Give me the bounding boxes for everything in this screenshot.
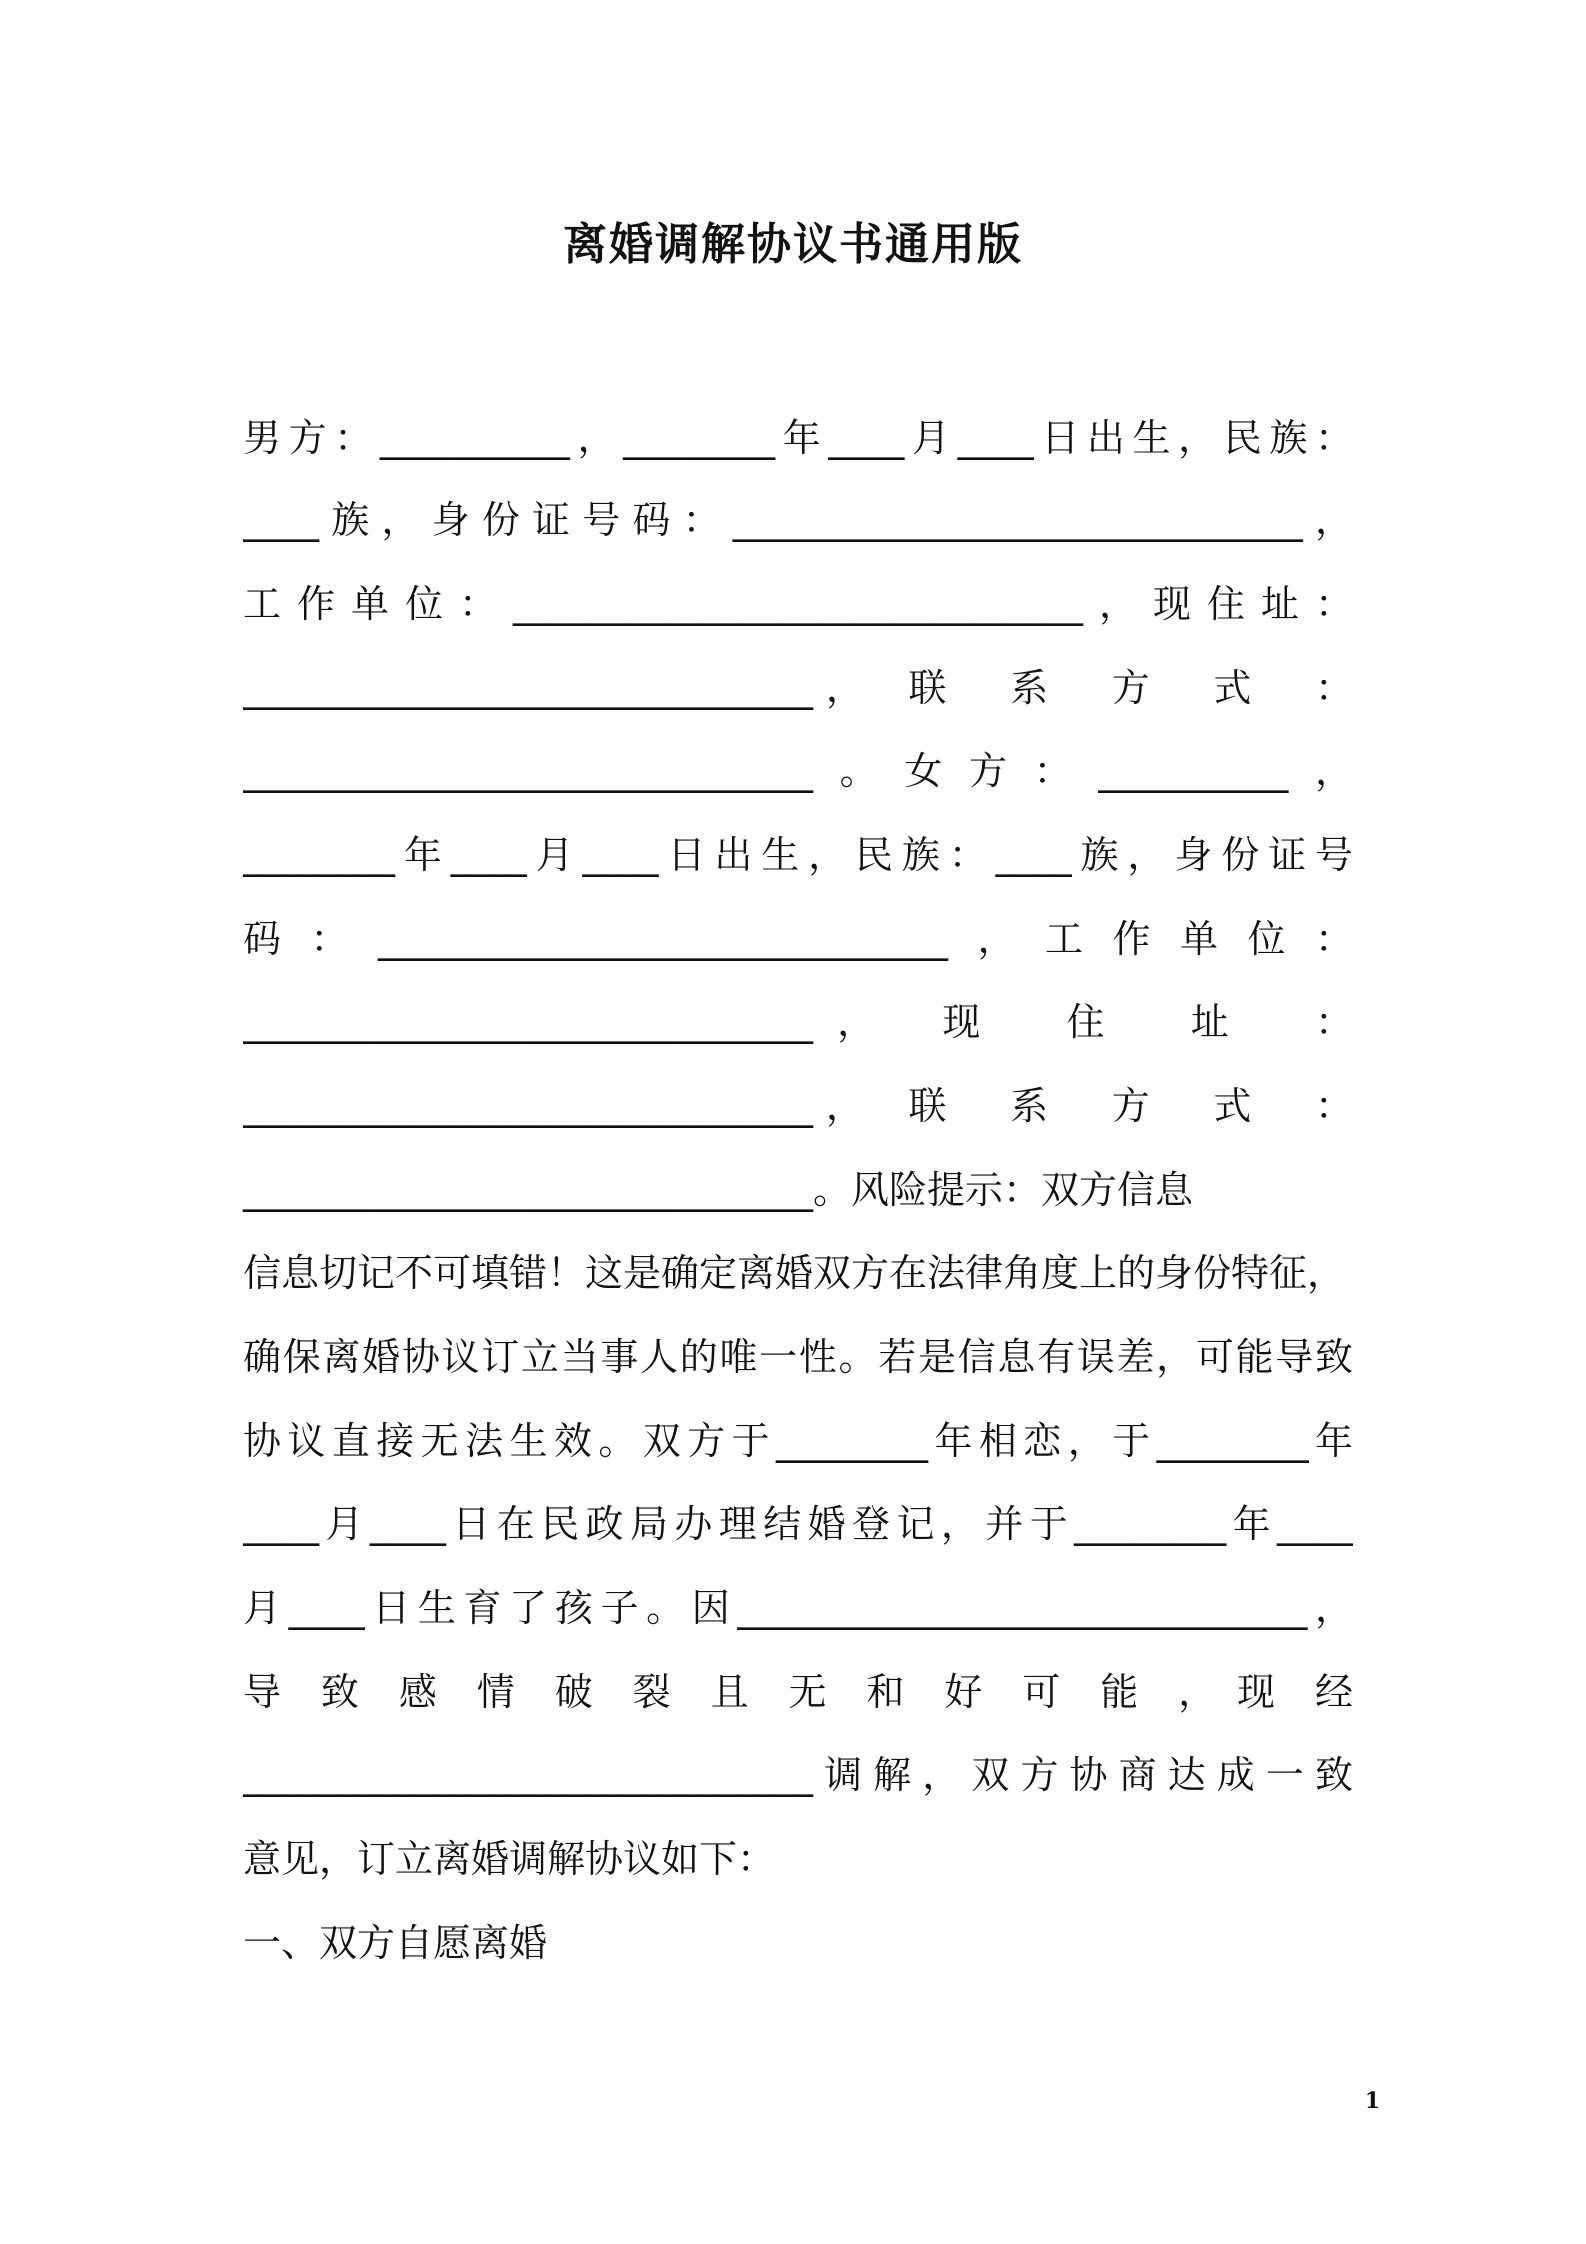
body-line-7: 码：______________________________，工作单位： xyxy=(243,917,1353,961)
body-line-17: ______________________________调解，双方协商达成一致 xyxy=(243,1753,1353,1797)
body-line-3: 工作单位：______________________________，现住址： xyxy=(243,582,1353,626)
body-line-2: ____族，身份证号码：______________________________， xyxy=(243,498,1353,542)
section-heading-1: 一、双方自愿离婚 xyxy=(243,1921,548,1965)
body-line-13: 协议直接无法生效。双方于________年相恋，于________年 xyxy=(243,1419,1353,1463)
body-line-4: ______________________________， 联 系 方 式 ： xyxy=(243,666,1353,710)
body-line-14: ____月____日在民政局办理结婚登记，并于________年____ xyxy=(243,1502,1353,1546)
body-line-15: 月____日生育了孩子。因______________________________， xyxy=(243,1586,1353,1630)
body-line-18: 意见，订立离婚调解协议如下： xyxy=(243,1837,776,1881)
body-line-10: ______________________________。风险提示：双方信息 xyxy=(243,1168,1194,1212)
body-line-6: ________年____月____日出生，民族：____族，身份证号 xyxy=(243,833,1353,877)
body-line-1: 男方：__________，________年____月____日出生，民族： xyxy=(243,416,1353,460)
body-line-11: 信息切记不可填错！这是确定离婚双方在法律角度上的身份特征， xyxy=(243,1251,1346,1295)
body-line-8: ______________________________， 现 住 址 ： xyxy=(243,1000,1353,1044)
page-number: 1 xyxy=(1364,2088,1380,2114)
document-title: 离婚调解协议书通用版 xyxy=(563,219,1023,270)
body-line-16: 导 致 感 情 破 裂 且 无 和 好 可 能 ， 现 经 xyxy=(243,1670,1353,1714)
body-line-9: ______________________________， 联 系 方 式 ： xyxy=(243,1084,1353,1128)
body-line-12: 确保离婚协议订立当事人的唯一性。若是信息有误差，可能导致 xyxy=(243,1335,1353,1379)
body-line-5: ______________________________。女方：__________， xyxy=(243,749,1353,793)
